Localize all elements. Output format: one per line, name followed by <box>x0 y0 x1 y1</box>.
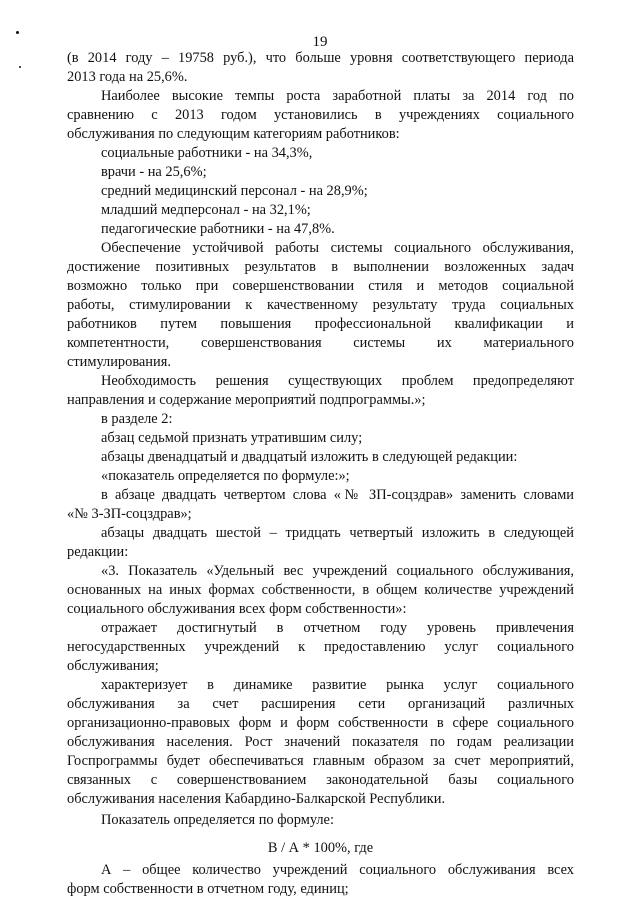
text-line: работы, стимулировании к качественному результату труда социальных <box>67 297 574 313</box>
text-line: Обеспечение устойчивой работы системы социального обслуживания, <box>101 240 574 256</box>
text-line: возможно только при совершенствовании стиля и методов социальной <box>67 278 574 294</box>
text-line: В / А * 100%, где <box>267 840 374 856</box>
text-line: обслуживания; <box>67 658 159 674</box>
text-line: характеризует в динамике развитие рынка услуг социального <box>101 677 574 693</box>
text-line: младший медперсонал - на 32,1%; <box>101 202 311 218</box>
text-line: компетентности, совершенствования системы их материального <box>67 335 574 351</box>
text-line: форм собственности в отчетном году, единиц; <box>67 881 349 897</box>
text-line: основанных на иных формах собственности, в общем количестве учреждений <box>67 582 574 598</box>
text-line: направления и содержание мероприятий подпрограммы.»; <box>67 392 426 408</box>
text-line: врачи - на 25,6%; <box>101 164 207 180</box>
text-line: (в 2014 году – 19758 руб.), что больше уровня соответствующего периода <box>67 50 574 66</box>
text-line: негосударственных учреждений к предоставлению услуг социального <box>67 639 574 655</box>
text-line: достижение позитивных результатов в выполнении возложенных задач <box>67 259 574 275</box>
text-line: работников путем повышения профессиональной квалификации и <box>67 316 574 332</box>
text-line: социального обслуживания всех форм собственности»: <box>67 601 407 617</box>
text-line: организационно-правовых форм и форм собственности в сфере социального <box>67 715 574 731</box>
text-line: отражает достигнутый в отчетном году уровень привлечения <box>101 620 574 636</box>
text-line: средний медицинский персонал - на 28,9%; <box>101 183 368 199</box>
text-line: в абзаце двадцать четвертом слова «№ ЗП-соцздрав» заменить словами <box>101 487 574 503</box>
text-line: Необходимость решения существующих проблем предопределяют <box>101 373 574 389</box>
text-line: абзац седьмой признать утратившим силу; <box>101 430 363 446</box>
page-number: 19 <box>312 34 328 50</box>
text-line: «показатель определяется по формуле:»; <box>101 468 350 484</box>
text-line: Показатель определяется по формуле: <box>101 812 334 828</box>
text-line: педагогические работники - на 47,8%. <box>101 221 335 237</box>
scan-mark <box>19 66 21 68</box>
text-line: Госпрограммы будет обеспечиваться главным образом за счет мероприятий, <box>67 753 574 769</box>
text-line: сравнению с 2013 годом установились в учреждениях социального <box>67 107 574 123</box>
text-line: «3. Показатель «Удельный вес учреждений социального обслуживания, <box>101 563 574 579</box>
text-line: социальные работники - на 34,3%, <box>101 145 313 161</box>
text-line: редакции: <box>67 544 129 560</box>
text-line: обслуживания за счет расширения сети организаций различных <box>67 696 574 712</box>
text-line: обслуживания населения. Рост значений показателя по годам реализации <box>67 734 574 750</box>
text-line: обслуживания населения Кабардино-Балкарской Республики. <box>67 791 446 807</box>
text-line: стимулирования. <box>67 354 171 370</box>
text-line: Наиболее высокие темпы роста заработной платы за 2014 год по <box>101 88 574 104</box>
text-line: «№ 3-ЗП-соцздрав»; <box>67 506 192 522</box>
text-line: в разделе 2: <box>101 411 173 427</box>
text-line: 2013 года на 25,6%. <box>67 69 188 85</box>
text-line: абзацы двадцать шестой – тридцать четвертый изложить в следующей <box>101 525 574 541</box>
text-line: абзацы двенадцатый и двадцатый изложить в следующей редакции: <box>101 449 518 465</box>
text-line: обслуживания по следующим категориям работников: <box>67 126 400 142</box>
text-line: связанных с совершенствованием законодательной базы социального <box>67 772 574 788</box>
text-line: А – общее количество учреждений социального обслуживания всех <box>101 862 574 878</box>
